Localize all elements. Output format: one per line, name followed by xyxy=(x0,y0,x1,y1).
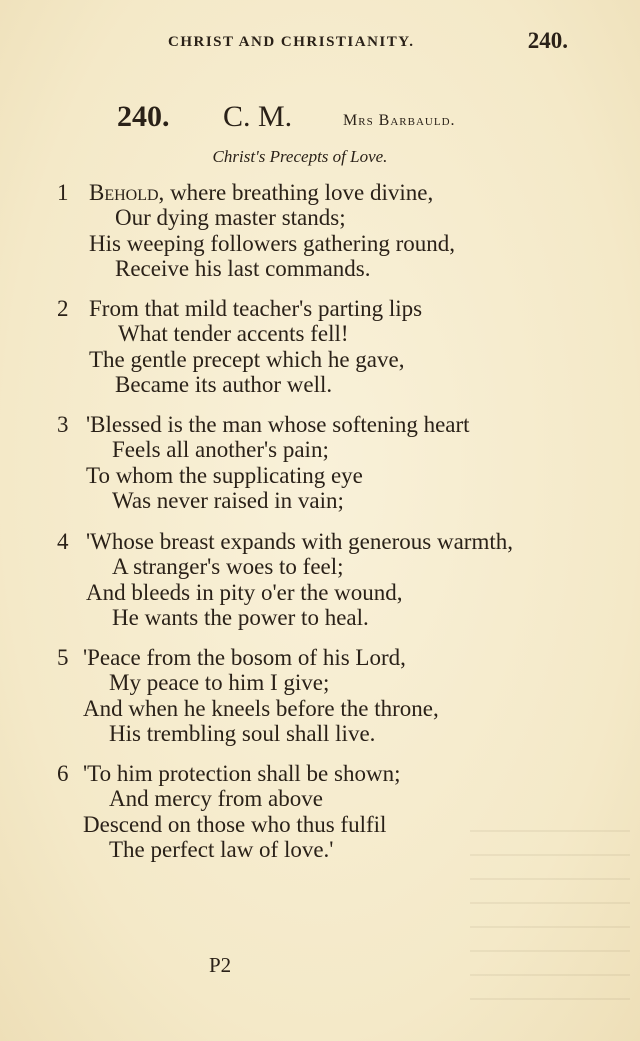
verse-line: Became its author well. xyxy=(115,372,333,397)
verse-line: To whom the supplicating eye xyxy=(86,463,363,488)
hymn-author: Mrs Barbauld. xyxy=(343,112,456,129)
verse-line xyxy=(89,180,433,206)
hymn-header xyxy=(117,100,537,136)
verse-line: Receive his last commands. xyxy=(115,256,371,281)
verse-line: Descend on those who thus fulfil xyxy=(83,812,387,837)
verse-line: He wants the power to heal. xyxy=(112,605,369,630)
stanza-number: 4 xyxy=(57,529,69,554)
verse-line: And when he kneels before the throne, xyxy=(83,696,439,721)
page-number: 240. xyxy=(527,28,568,53)
verse-line: What tender accents fell! xyxy=(118,321,349,346)
verse-line: The gentle precept which he gave, xyxy=(89,347,405,372)
hymn-meter: C. M. xyxy=(223,100,293,133)
verse-line: 'Blessed is the man whose softening heart xyxy=(86,412,470,437)
signature-mark: P2 xyxy=(209,953,232,977)
running-title: CHRIST AND CHRISTIANITY. xyxy=(168,34,415,50)
verse-line: And bleeds in pity o'er the wound, xyxy=(86,580,403,605)
verse-line: Was never raised in vain; xyxy=(112,488,344,513)
verse-line: The perfect law of love.' xyxy=(109,837,334,862)
verse-line: A stranger's woes to feel; xyxy=(112,554,344,579)
hymn-title: Christ's Precepts of Love. xyxy=(212,147,388,166)
verse-line-text: where breathing love divine, xyxy=(170,180,434,205)
verse-line: His trembling soul shall live. xyxy=(109,721,376,746)
bleed-through-shadow xyxy=(470,830,630,1000)
verse-line: From that mild teacher's parting lips xyxy=(89,296,423,321)
stanza-number: 6 xyxy=(57,761,69,786)
verse-line: My peace to him I give; xyxy=(109,670,330,695)
stanza-number: 2 xyxy=(57,296,69,321)
verse-line: Our dying master stands; xyxy=(115,205,346,230)
hymn-number: 240. xyxy=(117,100,170,133)
verse-line: His weeping followers gathering round, xyxy=(89,231,456,256)
stanza-number: 3 xyxy=(57,412,69,437)
verse-line: And mercy from above xyxy=(109,786,323,811)
stanza-number: 1 xyxy=(57,180,69,205)
verse-line: Feels all another's pain; xyxy=(112,437,329,462)
verse-line: 'Peace from the bosom of his Lord, xyxy=(83,645,406,670)
stanza-number: 5 xyxy=(57,645,69,670)
verse-line: 'To him protection shall be shown; xyxy=(83,761,401,786)
verse-line: 'Whose breast expands with generous warmth, xyxy=(86,529,513,554)
first-word: Behold, xyxy=(89,180,165,205)
